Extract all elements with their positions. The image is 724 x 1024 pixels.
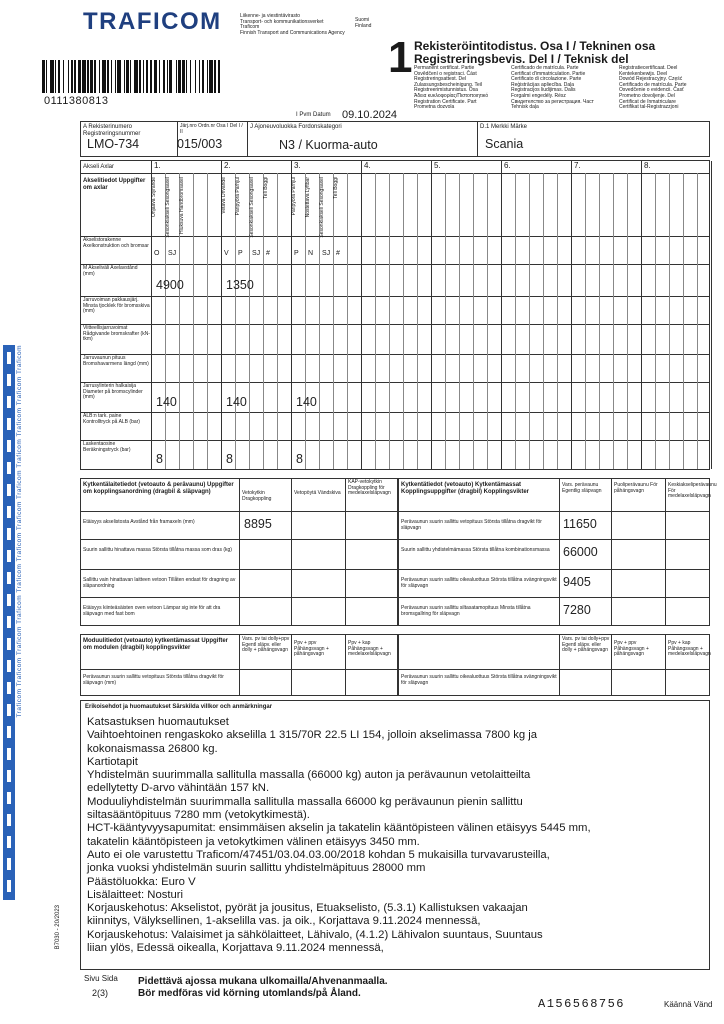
coupling-col-fifthwheel: Vetopöytä Vändskiva: [294, 490, 341, 496]
axle-row-label: Akselistorakenne Axelkonstruktion och bromsar: [83, 237, 149, 249]
note-line: kokonaismassa 26800 kg.: [87, 742, 218, 755]
top-fields: [80, 121, 710, 157]
vehicle-category-label: J Ajoneuvoluokka Fordonskategori: [250, 124, 342, 130]
axle-value: 140: [156, 395, 177, 409]
note-line: Päästöluokka: Euro V: [87, 875, 196, 888]
axle-construction-code: SJ: [168, 250, 177, 257]
axle-construction-code: P: [294, 250, 299, 257]
stripe-dash: [7, 418, 11, 430]
stripe-dash: [7, 836, 11, 848]
coupling-table: [80, 478, 717, 626]
axle-row-label: Viitteellisjarruvoimat Rådgivande bromskrafter (kN-tkm): [83, 325, 150, 343]
note-line: Kartiotapit: [87, 755, 138, 768]
axle-column-header: Teli Boggi: [263, 177, 269, 199]
page-value: 2(3): [92, 988, 109, 998]
coupling-row-label: Etäisyys akselistosta Avstånd från framaxeln (mm): [83, 519, 195, 525]
axle-construction-code: O: [154, 250, 160, 257]
stripe-dash: [7, 550, 11, 562]
coupling-weight-label: Suurin sallittu yhdistelmämassa Största tillåtna kombinationsmassa: [401, 547, 550, 553]
axle-construction-code: N: [308, 250, 314, 257]
reg-number-value: LMO-734: [87, 137, 140, 151]
axle-header-label: Akseli Axlar: [83, 164, 115, 170]
certificate-title-fi: Rekisteröintitodistus. Osa I / Tekninen osa: [414, 39, 656, 53]
language-list-2: Certificado de matrícula. Parte Certificat d'immatriculation. Partie Certificato di circolazione. Parte Reģistrācijas apliecība. Daļa Registracijos liudijimas. Dalis Forgalmi engedély. Rész Свидетелство за регистрация. Част Tehnisk daļa: [511, 65, 594, 111]
axle-table: [80, 160, 710, 470]
axle-column-header: Vetävä Drivande: [221, 177, 227, 214]
stripe-dash: [7, 352, 11, 364]
note-line: Lisälaitteet: Nosturi: [87, 888, 184, 901]
stripe-dash: [7, 682, 11, 694]
stripe-dash: [7, 748, 11, 760]
stripe-dash: [7, 484, 11, 496]
first-date-label: I Pvm Datum: [296, 112, 331, 118]
note-line: edellytetty D-arvo vähintään 157 kN.: [87, 782, 270, 795]
stripe-watermark: Traficom Traficom Traficom Traficom Traficom Traficom Traficom Traficom Traficom Traficom Traficom Traficom: [16, 345, 23, 718]
stripe-dash: [7, 726, 11, 738]
coupling-rcol-trailer: Vars. perävaunu Egentlig släpvagn: [562, 482, 602, 494]
axle-value: 140: [296, 395, 317, 409]
module-rcol-2: Ppv + ppv Påhängsvagn + påhängsvagn: [614, 640, 649, 658]
axle-number: 1.: [154, 161, 161, 170]
coupling-col-kap: KAP-vetokytkin Dragkoppling för medelaxelsläpvagn: [348, 479, 391, 497]
stripe-dash: [7, 374, 11, 386]
axle-column-header: Paripyörä Parhjul: [291, 177, 297, 216]
coupling-weight-value: 66000: [563, 545, 598, 559]
axle-number: 3.: [294, 161, 301, 170]
axle-number: 8.: [644, 161, 651, 170]
stripe-dash: [7, 440, 11, 452]
axle-number: 7.: [574, 161, 581, 170]
serial-number: A156568756: [538, 997, 626, 1011]
module-rcol-1: Vars. pv tai dolly+ppv Egentl släpv. eller dolly + påhängsvagn: [562, 636, 610, 654]
axle-value: 4900: [156, 278, 184, 292]
coupling-weight-label: Perävaunun suurin sallittu oikealuottuus Största tillåtna svängningsvikt för släpvagn: [401, 577, 557, 589]
language-list-3: Registratiecertificaat. Deel Kentekenbewijs. Deel Dowód Rejestracyjny. Część Certificado de matrícula. Parte Osvedčenie o evidencii. Časť Prometno dovoljenje. Del Certificat de înmatriculare Certifikat tal-Registrazzjoni: [619, 65, 687, 111]
axle-number: 4.: [364, 161, 371, 170]
stripe-dash: [7, 638, 11, 650]
module-table: [80, 634, 710, 696]
note-line: Auto ei ole varustettu Traficom/47451/03.04.03.00/2018 kohdan 5 mukaisilla turvavarusteilla,: [87, 848, 550, 861]
order-label: Järj.nro Ordn.nr Osa I Del I / II: [180, 123, 243, 135]
order-value: 015/003: [177, 137, 223, 151]
coupling-weight-label: Perävaunun suurin sallittu vetopituus Största tillåtna dragvikt för släpvagn: [401, 519, 542, 531]
axle-column-header: Sesonkiakseli Sesongsaxel: [249, 177, 255, 238]
stripe-dash: [7, 660, 11, 672]
stripe-dash: [7, 572, 11, 584]
stripe-dash: [7, 396, 11, 408]
axle-row-label: Jarrusylinterin halkaisija Diameter på bromscylinder (mm): [83, 383, 143, 401]
stripe-dash: [7, 506, 11, 518]
axle-column-header: Paripyörä Parhjul: [235, 177, 241, 216]
coupling-rcol-center: Keskiakseliperävaunu För medelaxelsläpvagn: [668, 482, 717, 500]
document-id: 0111380813: [44, 95, 109, 107]
traficom-logo: TRAFICOM: [83, 8, 222, 35]
coupling-weight-label: Perävaunun suurin sallittu siltasatamopituus Minsta tillåtna bromsgallring för släpvagn: [401, 605, 531, 617]
axle-column-header: Ohjaava Styrande: [151, 177, 157, 218]
note-line: Katsastuksen huomautukset: [87, 716, 229, 728]
axle-construction-code: SJ: [322, 250, 331, 257]
coupling-row-value: 8895: [244, 517, 272, 531]
axle-row-label: Jarruvaunun pituus Bromshavarmens längd (mm): [83, 355, 149, 367]
stripe-dash: [7, 814, 11, 826]
axle-column-header: Nostettava Lyftbar: [305, 177, 311, 218]
module-col-3: Ppv + kap Påhängsvagn + medelaxelsläpvagn: [348, 640, 391, 658]
axle-column-header: Sesonkiakseli Sesongsaxel: [165, 177, 171, 238]
axle-row-label: Jarruvoiman pakkausjärj. Minsta tjocklek för bromsskiva (mm): [83, 297, 150, 315]
form-code: B7030 - 20/2023: [55, 905, 61, 950]
coupling-col-hook: Vetokytkin Dragkoppling: [242, 490, 272, 502]
note-line: kiinnitys, Välyksellinen, 1-akselilla vas. ja oik., Korjattava 9.11.2024 mennessä,: [87, 915, 481, 928]
axle-row-label: ALB:n tark. paine Kontrolltryck på ALB (bar): [83, 413, 140, 425]
note-line: siltasääntöpituus 7280 mm (vetokytkimestä).: [87, 809, 310, 822]
note-line: Korjauskehotus: Akselistot, pyörät ja jousitus, Etuakselisto, (5.3.1) Kallistuksen vakaajan: [87, 902, 528, 915]
axle-value: 1350: [226, 278, 254, 292]
stripe-dash: [7, 858, 11, 870]
stripe-dash: [7, 616, 11, 628]
stripe-dash: [7, 594, 11, 606]
axle-construction-code: SJ: [252, 250, 261, 257]
stripe-dash: [7, 792, 11, 804]
stripe-dash: [7, 462, 11, 474]
notes-text: [87, 716, 705, 955]
stripe-dash: [7, 770, 11, 782]
module-row-right-label: Perävaunun suurin sallittu oikealuottuus Största tillåtna svängningsvikt för släpvagn: [401, 674, 557, 686]
stripe-dash: [7, 528, 11, 540]
axle-value: 8: [226, 452, 233, 466]
coupling-title: Kytkentälaitetiedot (vetoauto & perävaunu) Uppgifter om kopplingsanordning (dragbil & släpvagn): [83, 482, 234, 495]
module-row-label: Perävaunun suurin sallittu vetopituus Största tillåtna dragvikt för släpvagn (mm): [83, 674, 224, 686]
keep-notice-sv: Bör medföras vid körning utomlands/på Åland.: [138, 988, 361, 999]
axle-construction-code: #: [266, 250, 270, 257]
module-title: Moduulitiedot (vetoauto) kytkentämassat Uppgifter om modulen (dragbil) kopplingsvikter: [83, 638, 229, 651]
module-col-1: Vars. pv tai dolly+ppv Egentl släpv. eller dolly + påhängsvagn: [242, 636, 290, 654]
axle-row-label: Laskentaosine Beräkningstryck (bar): [83, 441, 131, 453]
axle-column-header: Teli Boggi: [333, 177, 339, 199]
coupling-row-label: Etäisyys kiinteäsäisten oven vetoon Lämpar sig inte för att dra släpvagn med fast bom: [83, 605, 221, 617]
axle-value: 140: [226, 395, 247, 409]
page-label: Sivu Sida: [84, 974, 118, 983]
part-number: 1: [388, 33, 413, 82]
agency-name: Liikenne- ja viestintävirasto Transport- och kommunikationsverket Traficom Finnish Transport and Communications Agency: [240, 13, 345, 36]
coupling-row-label: Sallittu vain hinattavan laitteen vetoon Tillåten endast för dragning av släpanordning: [83, 577, 236, 589]
axle-number: 6.: [504, 161, 511, 170]
axle-column-header: Sesonkiakseli Sesongsaxel: [319, 177, 325, 238]
note-line: Korjauskehotus: Valaisimet ja sähkölaitteet, Lähivalo, (4.1.2) Lähivalon suuntaus, Suuntaus: [87, 928, 543, 941]
module-col-2: Ppv + ppv Påhängsvagn + påhängsvagn: [294, 640, 329, 658]
note-line: jonka vuoksi yhdistelmän suurin sallittu yhdistelmäpituus 28000 mm: [87, 862, 426, 875]
axle-number: 5.: [434, 161, 441, 170]
coupling-weights-title: Kytkentätiedot (vetoauto) Kytkentämassat Kopplingsuppgifter (dragbil) Kopplingsvikter: [401, 482, 529, 495]
note-line: Yhdistelmän suurimmalla sallitulla massalla (66000 kg) auton ja perävaunun vetolaitteilta: [87, 769, 531, 782]
vehicle-category-value: N3 / Kuorma-auto: [279, 138, 378, 152]
note-line: Vaihtoehtoinen rengaskoko akselilla 1 315/70R 22.5 LI 154, jolloin akselimassa 7800 kg ja: [87, 729, 538, 742]
notes-box: [80, 700, 710, 970]
first-date-value: 09.10.2024: [342, 109, 398, 121]
note-line: Moduuliyhdistelmän suurimmalla sallitulla massalla 66000 kg perävaunun pienin sallittu: [87, 795, 523, 808]
coupling-weight-value: 9405: [563, 575, 591, 589]
notes-heading: Erikoisehdot ja huomautukset Särskilda villkor och anmärkningar: [85, 704, 273, 710]
coupling-weight-value: 11650: [563, 517, 597, 531]
language-list-1: Permanent certificat. Partie Osvědčení o registraci. Část Registreringsattest. Del Zulassungsbescheinigung. Teil Registreerimistunnistus. Osa Άδεια κυκλοφορίας/Πιστοποιητικό Registration Certificate. Part Prometna dozvola: [414, 65, 489, 111]
coupling-rcol-semi: Puoliperävaunu För påhängsvagn: [614, 482, 658, 494]
turn-page-label: Käännä Vänd: [664, 1000, 713, 1009]
axle-value: 8: [296, 452, 303, 466]
stripe-dash: [7, 704, 11, 716]
axle-construction-code: P: [238, 250, 243, 257]
country-name: Suomi Finland: [355, 17, 372, 29]
note-line: takatelin kääntöpisteen ja vetokytkimen välinen etäisyys 3450 mm.: [87, 835, 420, 848]
coupling-weight-value: 7280: [563, 603, 591, 617]
module-rcol-3: Ppv + kap Påhängsvagn + medelaxelsläpvagn: [668, 640, 711, 658]
axle-column-header: Hiuksuva Handbromsaxel: [179, 177, 185, 234]
axle-construction-code: V: [224, 250, 229, 257]
make-value: Scania: [485, 137, 524, 151]
stripe-dash: [7, 880, 11, 892]
certificate-title-sv: Registreringsbevis. Del I / Teknisk del: [414, 52, 629, 66]
make-label: D.1 Merkki Märke: [480, 124, 528, 130]
note-line: HCT-kääntyvyysapumitat: ensimmäisen akselin ja takatelin kääntöpisteen välinen etäisyys 5445 mm,: [87, 822, 591, 835]
keep-notice-fi: Pidettävä ajossa mukana ulkomailla/Ahvenanmaalla.: [138, 976, 388, 987]
axle-info-label: Akselitiedot Uppgifter om axlar: [83, 178, 146, 191]
reg-number-label: A Rekisterinumero Registreringsnummer: [83, 124, 141, 137]
axle-value: 8: [156, 452, 163, 466]
axle-row-label: M Akseliväli Axelavstånd (mm): [83, 265, 138, 277]
note-line: liian ylös, Edessä oikealla, Korjattava 9.11.2024 mennessä,: [87, 942, 384, 955]
barcode: [42, 60, 272, 93]
axle-number: 2.: [224, 161, 231, 170]
coupling-row-label: Suurin sallittu hinattava massa Största tillåtna massa som dras (kg): [83, 547, 232, 553]
axle-construction-code: #: [336, 250, 340, 257]
